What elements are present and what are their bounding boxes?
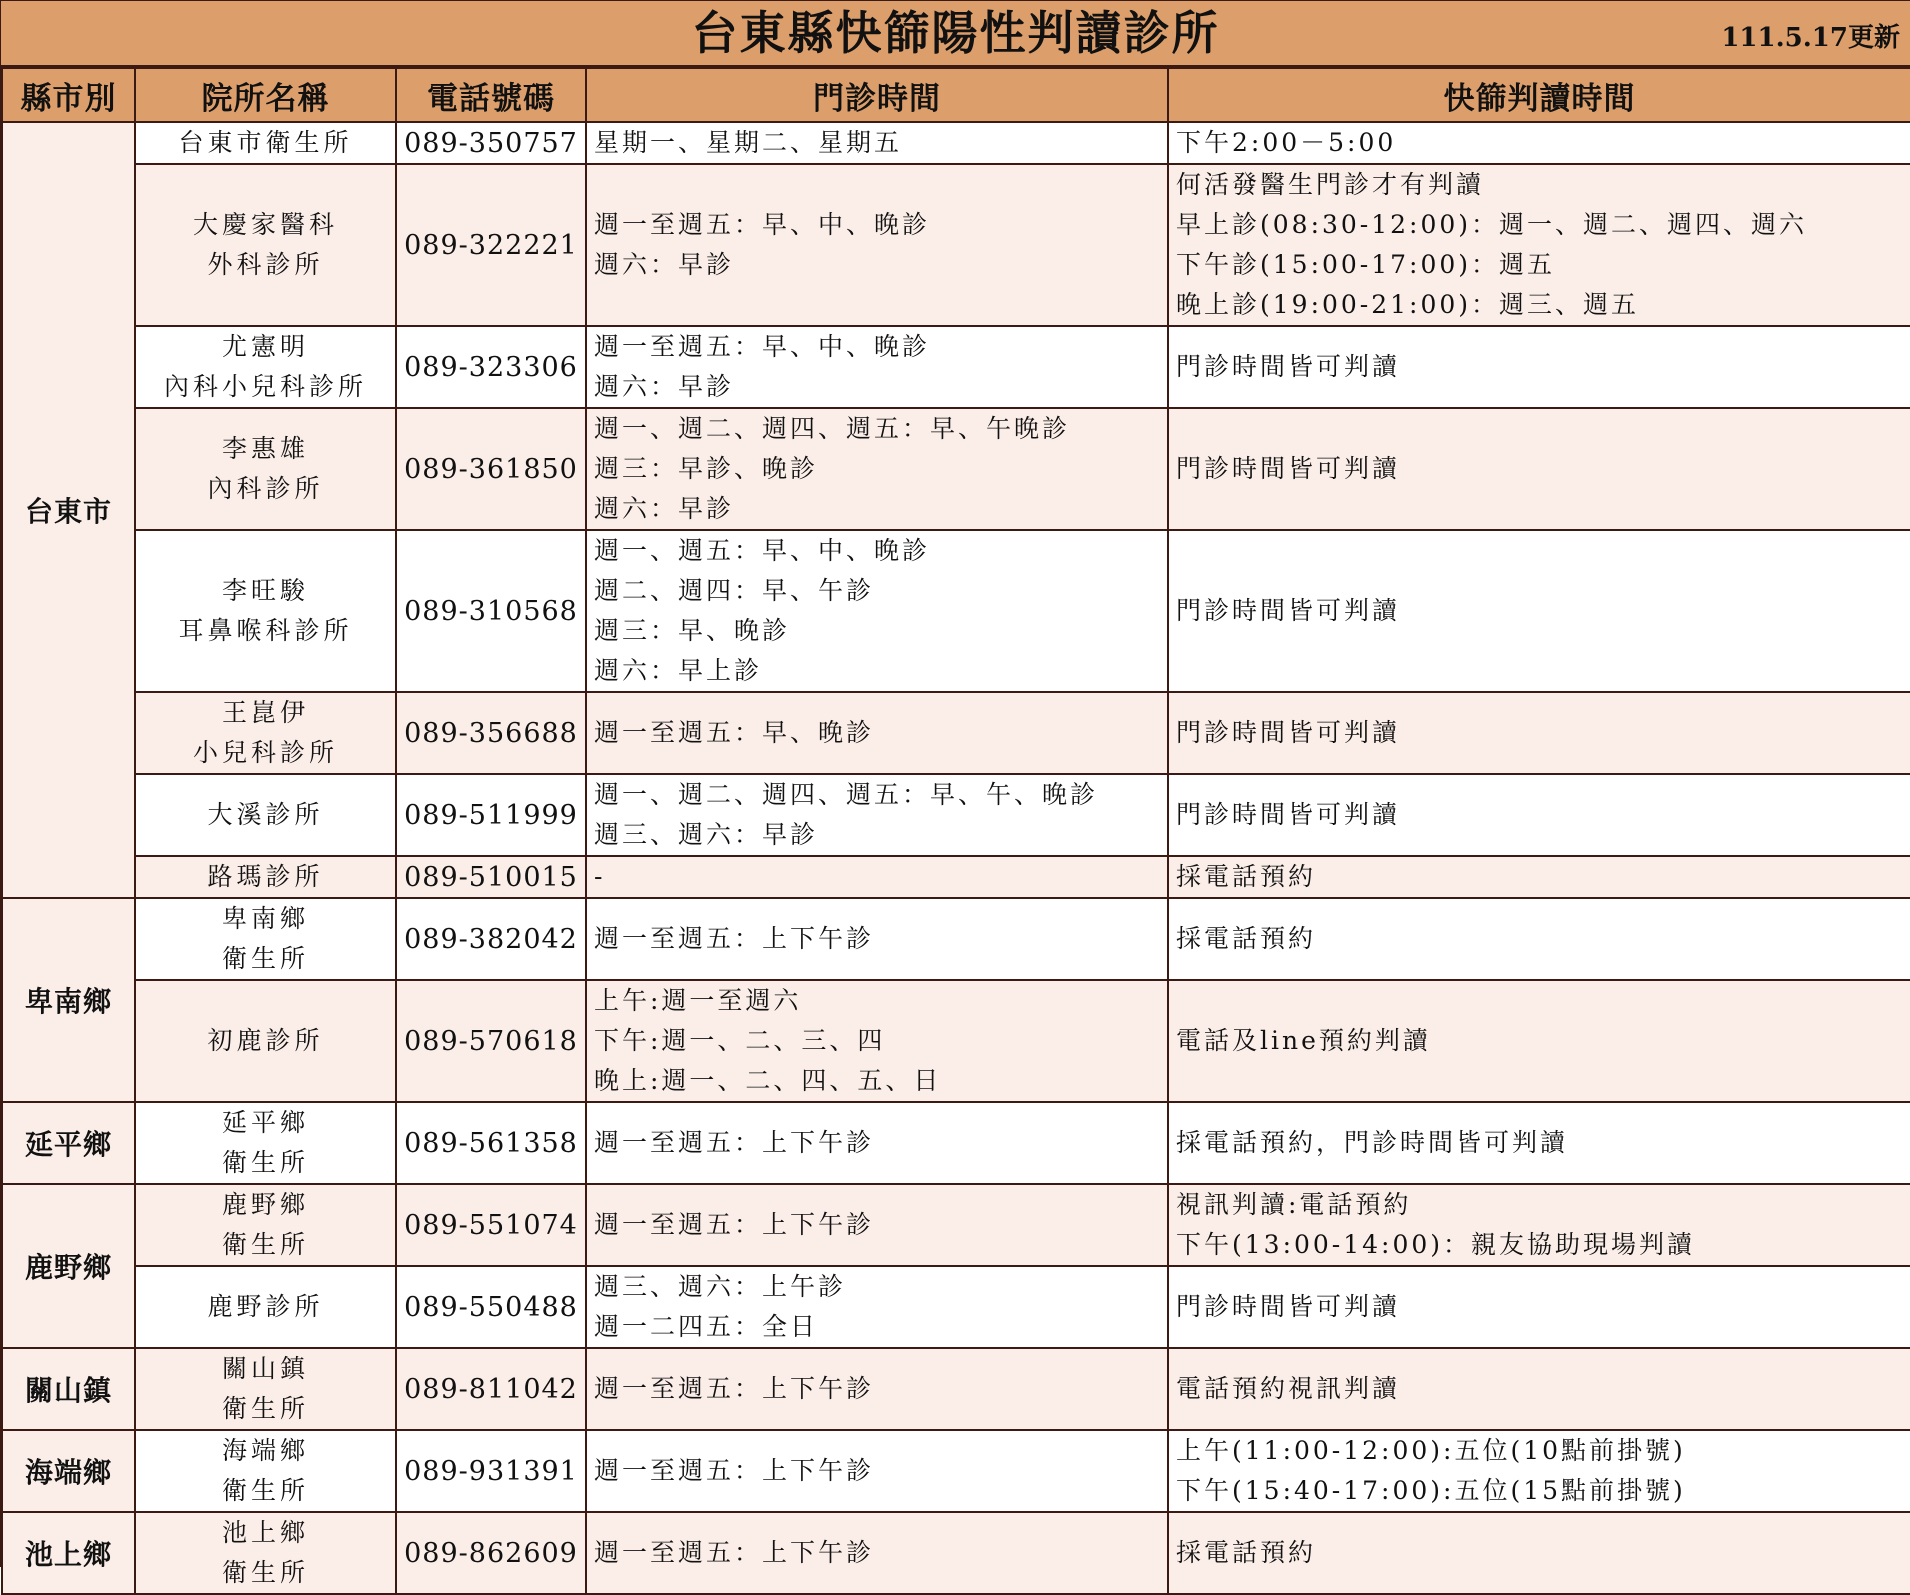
clinic-name-cell bbox=[135, 1348, 396, 1430]
clinic-name-cell bbox=[135, 326, 396, 408]
rapid-test-hours-cell-line: 上午(11:00-12:00):五位(10點前掛號) bbox=[1176, 1436, 1686, 1465]
clinic-name-cell bbox=[135, 530, 396, 692]
rapid-test-hours-cell-line: 電話預約視訊判讀 bbox=[1176, 1374, 1401, 1403]
clinic-name-cell bbox=[135, 1430, 396, 1512]
rapid-test-hours-cell-line: 下午診(15:00-17:00)：週五 bbox=[1176, 250, 1556, 279]
rapid-test-hours-cell-line: 採電話預約 bbox=[1176, 862, 1317, 891]
col-header-clinic-hours: 門診時間 bbox=[586, 68, 1168, 122]
phone-cell: 089-310568 bbox=[396, 530, 586, 692]
table-row bbox=[2, 980, 1910, 1102]
clinic-name-cell-line: 尤憲明 bbox=[221, 332, 309, 361]
rapid-test-hours-cell bbox=[1168, 1348, 1910, 1430]
col-header-county: 縣市別 bbox=[2, 68, 135, 122]
table-row bbox=[2, 1102, 1910, 1184]
clinic-hours-cell bbox=[586, 980, 1168, 1102]
clinic-name-cell-line: 關山鎮 bbox=[221, 1354, 309, 1383]
clinic-hours-cell-line: 週一至週五：上下午診 bbox=[594, 1538, 875, 1567]
clinic-name-cell-line: 池上鄉 bbox=[221, 1518, 309, 1547]
clinic-hours-cell-line: 週一至週五：早、晚診 bbox=[594, 718, 875, 747]
clinic-hours-cell-line: 上午:週一至週六 bbox=[594, 986, 802, 1015]
clinic-hours-cell bbox=[586, 898, 1168, 980]
rapid-test-hours-cell-line: 門診時間皆可判讀 bbox=[1176, 800, 1401, 829]
rapid-test-hours-cell bbox=[1168, 1102, 1910, 1184]
phone-cell: 089-551074 bbox=[396, 1184, 586, 1266]
phone-cell: 089-350757 bbox=[396, 122, 586, 164]
clinic-hours-cell-line: 週一至週五：上下午診 bbox=[594, 1128, 875, 1157]
phone-cell: 089-511999 bbox=[396, 774, 586, 856]
phone-cell: 089-510015 bbox=[396, 856, 586, 898]
table-row bbox=[2, 774, 1910, 856]
clinic-hours-cell bbox=[586, 856, 1168, 898]
page-title: 台東縣快篩陽性判讀診所 bbox=[691, 6, 1220, 60]
clinic-name-cell-line: 海端鄉 bbox=[221, 1436, 309, 1465]
rapid-test-hours-cell-line: 下午2:00－5:00 bbox=[1176, 128, 1397, 157]
phone-cell: 089-550488 bbox=[396, 1266, 586, 1348]
clinic-hours-cell-line: - bbox=[594, 862, 606, 891]
table-row bbox=[2, 856, 1910, 898]
rapid-test-hours-cell bbox=[1168, 326, 1910, 408]
clinic-name-cell bbox=[135, 1184, 396, 1266]
clinic-name-cell-line: 鹿野鄉 bbox=[221, 1190, 309, 1219]
rapid-test-hours-cell-line: 採電話預約 bbox=[1176, 1538, 1317, 1567]
clinic-name-cell bbox=[135, 774, 396, 856]
clinic-hours-cell-line: 週六：早診 bbox=[594, 372, 735, 401]
table-row bbox=[2, 164, 1910, 326]
clinic-hours-cell-line: 週一至週五：上下午診 bbox=[594, 1456, 875, 1485]
rapid-test-hours-cell bbox=[1168, 980, 1910, 1102]
rapid-test-hours-cell bbox=[1168, 692, 1910, 774]
county-cell: 池上鄉 bbox=[2, 1512, 135, 1594]
clinic-name-cell-line: 鹿野診所 bbox=[207, 1292, 324, 1321]
title-bar bbox=[1, 1, 1910, 67]
table-row bbox=[2, 898, 1910, 980]
clinic-hours-cell-line: 週六：早診 bbox=[594, 494, 735, 523]
clinic-name-cell-line: 衛生所 bbox=[221, 1148, 309, 1177]
rapid-test-hours-cell bbox=[1168, 164, 1910, 326]
clinic-hours-cell-line: 星期一、星期二、星期五 bbox=[594, 128, 903, 157]
clinic-name-cell bbox=[135, 692, 396, 774]
clinic-hours-cell-line: 週三：早診、晚診 bbox=[594, 454, 819, 483]
clinic-name-cell bbox=[135, 1266, 396, 1348]
clinic-name-cell-line: 內科小兒科診所 bbox=[163, 372, 367, 401]
rapid-test-hours-cell bbox=[1168, 530, 1910, 692]
county-cell: 海端鄉 bbox=[2, 1430, 135, 1512]
clinic-name-cell-line: 延平鄉 bbox=[221, 1108, 309, 1137]
clinic-hours-cell-line: 週一、週二、週四、週五：早、午晚診 bbox=[594, 414, 1071, 443]
clinic-name-cell-line: 衛生所 bbox=[221, 1394, 309, 1423]
clinic-hours-cell-line: 下午:週一、二、三、四 bbox=[594, 1026, 886, 1055]
rapid-test-hours-cell bbox=[1168, 122, 1910, 164]
clinic-name-cell-line: 耳鼻喉科診所 bbox=[178, 616, 353, 645]
clinic-name-cell-line: 內科診所 bbox=[207, 474, 324, 503]
clinic-hours-cell bbox=[586, 1102, 1168, 1184]
clinic-name-cell bbox=[135, 856, 396, 898]
clinic-name-cell bbox=[135, 898, 396, 980]
phone-cell: 089-382042 bbox=[396, 898, 586, 980]
clinic-name-cell-line: 卑南鄉 bbox=[221, 904, 309, 933]
col-header-rapid-test-hours: 快篩判讀時間 bbox=[1168, 68, 1910, 122]
clinic-hours-cell-line: 週三：早、晚診 bbox=[594, 616, 791, 645]
clinic-hours-cell-line: 週一、週五：早、中、晚診 bbox=[594, 536, 931, 565]
clinic-name-cell bbox=[135, 980, 396, 1102]
clinic-name-cell-line: 大慶家醫科 bbox=[192, 210, 338, 239]
phone-cell: 089-561358 bbox=[396, 1102, 586, 1184]
county-cell: 延平鄉 bbox=[2, 1102, 135, 1184]
table-row bbox=[2, 408, 1910, 530]
rapid-test-hours-cell-line: 早上診(08:30-12:00)：週一、週二、週四、週六 bbox=[1176, 210, 1808, 239]
clinic-name-cell-line: 衛生所 bbox=[221, 1476, 309, 1505]
update-date: 111.5.17更新 bbox=[1721, 23, 1900, 53]
phone-cell: 089-323306 bbox=[396, 326, 586, 408]
clinic-hours-cell bbox=[586, 122, 1168, 164]
table-row bbox=[2, 1512, 1910, 1594]
rapid-test-hours-cell-line: 採電話預約，門診時間皆可判讀 bbox=[1176, 1128, 1569, 1157]
county-cell: 關山鎮 bbox=[2, 1348, 135, 1430]
clinic-hours-cell-line: 週六：早診 bbox=[594, 250, 735, 279]
clinic-hours-cell-line: 週六：早上診 bbox=[594, 656, 763, 685]
clinic-hours-cell bbox=[586, 1430, 1168, 1512]
rapid-test-hours-cell bbox=[1168, 856, 1910, 898]
clinic-hours-cell-line: 週一至週五：上下午診 bbox=[594, 1374, 875, 1403]
rapid-test-hours-cell-line: 視訊判讀:電話預約 bbox=[1176, 1190, 1412, 1219]
rapid-test-hours-cell-line: 晚上診(19:00-21:00)：週三、週五 bbox=[1176, 290, 1640, 319]
clinic-hours-cell bbox=[586, 1348, 1168, 1430]
clinic-hours-cell-line: 週一至週五：早、中、晚診 bbox=[594, 332, 931, 361]
phone-cell: 089-361850 bbox=[396, 408, 586, 530]
table-row bbox=[2, 326, 1910, 408]
table-row bbox=[2, 530, 1910, 692]
table-row bbox=[2, 122, 1910, 164]
clinic-hours-cell-line: 週一、週二、週四、週五：早、午、晚診 bbox=[594, 780, 1099, 809]
clinic-hours-cell bbox=[586, 1512, 1168, 1594]
clinic-name-cell bbox=[135, 408, 396, 530]
clinic-name-cell bbox=[135, 164, 396, 326]
table-row bbox=[2, 692, 1910, 774]
county-cell: 台東市 bbox=[2, 122, 135, 898]
clinic-hours-cell bbox=[586, 1184, 1168, 1266]
rapid-test-hours-cell bbox=[1168, 898, 1910, 980]
clinic-name-cell-line: 台東市衛生所 bbox=[178, 128, 353, 157]
clinic-name-cell-line: 衛生所 bbox=[221, 944, 309, 973]
clinic-name-cell-line: 衛生所 bbox=[221, 1230, 309, 1259]
clinic-name-cell-line: 初鹿診所 bbox=[207, 1026, 324, 1055]
clinic-name-cell-line: 衛生所 bbox=[221, 1558, 309, 1587]
table-row bbox=[2, 1430, 1910, 1512]
rapid-test-hours-cell bbox=[1168, 1430, 1910, 1512]
rapid-test-hours-cell-line: 何活發醫生門診才有判讀 bbox=[1176, 170, 1485, 199]
clinic-name-cell bbox=[135, 122, 396, 164]
clinic-hours-cell-line: 週一至週五：早、中、晚診 bbox=[594, 210, 931, 239]
clinic-hours-cell bbox=[586, 164, 1168, 326]
clinic-name-cell-line: 李惠雄 bbox=[221, 434, 309, 463]
rapid-test-hours-cell-line: 下午(15:40-17:00):五位(15點前掛號) bbox=[1176, 1476, 1686, 1505]
clinic-hours-cell bbox=[586, 774, 1168, 856]
clinic-hours-cell-line: 週三、週六：早診 bbox=[594, 820, 819, 849]
rapid-test-hours-cell bbox=[1168, 1184, 1910, 1266]
phone-cell: 089-931391 bbox=[396, 1430, 586, 1512]
rapid-test-hours-cell-line: 電話及line預約判讀 bbox=[1176, 1026, 1431, 1055]
clinic-name-cell-line: 王崑伊 bbox=[221, 698, 309, 727]
rapid-test-hours-cell-line: 下午(13:00-14:00)：親友協助現場判讀 bbox=[1176, 1230, 1696, 1259]
phone-cell: 089-356688 bbox=[396, 692, 586, 774]
clinic-hours-cell bbox=[586, 326, 1168, 408]
rapid-test-hours-cell-line: 門診時間皆可判讀 bbox=[1176, 718, 1401, 747]
clinic-hours-cell bbox=[586, 408, 1168, 530]
rapid-test-hours-cell-line: 採電話預約 bbox=[1176, 924, 1317, 953]
clinic-hours-cell-line: 週一至週五：上下午診 bbox=[594, 1210, 875, 1239]
clinic-table bbox=[1, 67, 1910, 1595]
rapid-test-hours-cell bbox=[1168, 774, 1910, 856]
phone-cell: 089-811042 bbox=[396, 1348, 586, 1430]
rapid-test-hours-cell bbox=[1168, 1512, 1910, 1594]
clinic-name-cell-line: 李旺駿 bbox=[221, 576, 309, 605]
clinic-name-cell-line: 路瑪診所 bbox=[207, 862, 324, 891]
clinic-name-cell-line: 外科診所 bbox=[207, 250, 324, 279]
clinic-hours-cell-line: 週一二四五：全日 bbox=[594, 1312, 819, 1341]
clinic-name-cell-line: 小兒科診所 bbox=[192, 738, 338, 767]
clinic-hours-cell bbox=[586, 530, 1168, 692]
col-header-clinic-name: 院所名稱 bbox=[135, 68, 396, 122]
clinic-hours-cell bbox=[586, 692, 1168, 774]
table-body bbox=[2, 122, 1910, 1594]
table-row bbox=[2, 1348, 1910, 1430]
rapid-test-hours-cell-line: 門診時間皆可判讀 bbox=[1176, 454, 1401, 483]
header-row bbox=[2, 68, 1910, 122]
clinic-hours-cell bbox=[586, 1266, 1168, 1348]
rapid-test-hours-cell-line: 門診時間皆可判讀 bbox=[1176, 352, 1401, 381]
phone-cell: 089-322221 bbox=[396, 164, 586, 326]
rapid-test-hours-cell-line: 門診時間皆可判讀 bbox=[1176, 596, 1401, 625]
rapid-test-hours-cell bbox=[1168, 1266, 1910, 1348]
col-header-phone: 電話號碼 bbox=[396, 68, 586, 122]
clinic-name-cell bbox=[135, 1512, 396, 1594]
clinic-hours-cell-line: 晚上:週一、二、四、五、日 bbox=[594, 1066, 942, 1095]
clinic-hours-cell-line: 週一至週五：上下午診 bbox=[594, 924, 875, 953]
clinic-name-cell bbox=[135, 1102, 396, 1184]
county-cell: 鹿野鄉 bbox=[2, 1184, 135, 1348]
table-row bbox=[2, 1184, 1910, 1266]
clinic-name-cell-line: 大溪診所 bbox=[207, 800, 324, 829]
rapid-test-hours-cell bbox=[1168, 408, 1910, 530]
county-cell: 卑南鄉 bbox=[2, 898, 135, 1102]
table-row bbox=[2, 1266, 1910, 1348]
clinic-hours-cell-line: 週三、週六：上午診 bbox=[594, 1272, 847, 1301]
phone-cell: 089-862609 bbox=[396, 1512, 586, 1594]
phone-cell: 089-570618 bbox=[396, 980, 586, 1102]
clinic-hours-cell-line: 週二、週四：早、午診 bbox=[594, 576, 875, 605]
rapid-test-hours-cell-line: 門診時間皆可判讀 bbox=[1176, 1292, 1401, 1321]
